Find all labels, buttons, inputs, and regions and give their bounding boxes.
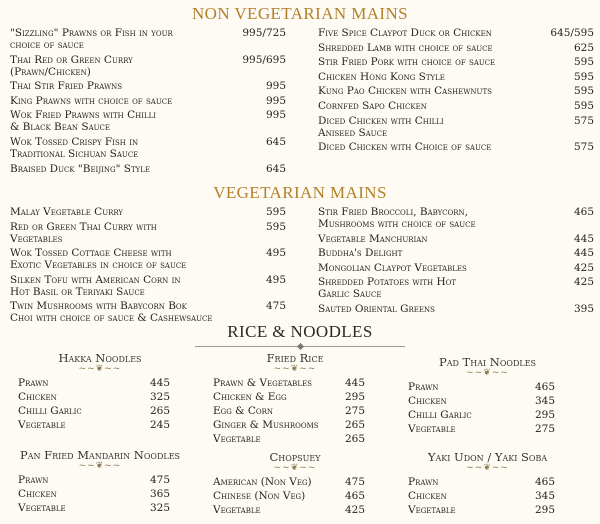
group-title: Hakka Noodles xyxy=(58,351,142,365)
list-item-price: 275 xyxy=(344,404,365,417)
menu-item xyxy=(318,56,594,68)
divider xyxy=(195,346,405,347)
list-item xyxy=(213,419,365,432)
menu-item-price: 475 xyxy=(265,300,286,313)
list-item xyxy=(213,504,365,517)
list-item-name: Prawn & Vegetables xyxy=(213,377,312,389)
list-item-name: Egg & Corn xyxy=(213,404,274,417)
menu-item-name: Twin Mushrooms with Babycorn Bok Choi with choice of sauce & Cashewsauce xyxy=(10,300,213,325)
menu-item-price: 995/725 xyxy=(242,27,286,39)
list-item xyxy=(213,433,365,446)
group-title: Pan Fried Mandarin Noodles xyxy=(19,448,181,462)
menu-item-price: 595 xyxy=(573,99,594,112)
menu-item-price: 575 xyxy=(573,141,594,154)
menu-item-price: 625 xyxy=(573,41,594,54)
list-item-name: Chilli Garlic xyxy=(408,408,472,421)
list-item-price: 365 xyxy=(149,487,170,500)
menu-item xyxy=(10,95,286,107)
menu-item xyxy=(318,303,594,315)
menu-item xyxy=(10,247,286,271)
menu-item-name: Silken Tofu with American Corn in Hot Basil or Teriyaki Sauce xyxy=(10,273,181,298)
menu-item xyxy=(10,163,286,175)
list-item-price: 475 xyxy=(344,476,365,488)
menu-item-price: 645 xyxy=(265,162,286,175)
heading-rice-noodles: RICE & NOODLES xyxy=(227,322,373,341)
menu-item-price: 995 xyxy=(265,94,286,107)
list-item xyxy=(18,391,170,404)
menu-item xyxy=(10,136,286,160)
list-item-price: 265 xyxy=(149,404,170,417)
group-items xyxy=(408,381,555,437)
menu-item-name: Shredded Potatoes with Hot Garlic Sauce xyxy=(318,276,457,301)
menu-item-price: 995/695 xyxy=(242,53,286,66)
list-item xyxy=(408,409,555,422)
ornament-icon: ~~❦~~ xyxy=(78,461,122,471)
menu-item xyxy=(10,109,286,133)
list-item-name: Vegetable xyxy=(213,503,261,516)
list-item-name: Chicken xyxy=(408,394,447,407)
menu-item xyxy=(318,71,594,83)
menu-item xyxy=(318,233,594,245)
group-title: Fried Rice xyxy=(266,351,324,365)
list-item-name: Prawn xyxy=(18,377,49,389)
menu-item xyxy=(318,276,594,300)
list-item xyxy=(213,476,365,489)
group-items xyxy=(18,474,170,516)
menu-item-price: 445 xyxy=(573,247,594,260)
menu-item-name: Diced Chicken with Chilli Aniseed Sauce xyxy=(318,114,444,139)
list-item-name: Chicken & Egg xyxy=(213,390,287,403)
menu-item-price: 495 xyxy=(265,273,286,286)
list-item-name: Vegetable xyxy=(213,432,261,445)
menu-item-name: Mongolian Claypot Vegetables xyxy=(318,261,467,274)
group-items xyxy=(18,377,170,433)
menu-item-name: King Prawns with choice of sauce xyxy=(10,94,173,107)
menu-item xyxy=(10,300,286,324)
menu-item-price: 465 xyxy=(573,206,594,218)
list-item-name: Prawn xyxy=(408,476,439,488)
menu-item-price: 425 xyxy=(573,261,594,274)
list-item-name: Vegetable xyxy=(18,501,66,514)
list-item-name: Chicken xyxy=(18,390,57,403)
group-title: Pad Thai Noodles xyxy=(438,355,537,369)
menu-item xyxy=(318,85,594,97)
menu-item-name: "Sizzling" Prawns or Fish in your choice of sauce xyxy=(10,27,173,51)
ornament-icon: ~~❦~~ xyxy=(273,364,317,374)
menu-item xyxy=(318,27,594,39)
list-item xyxy=(213,391,365,404)
list-item xyxy=(408,490,555,503)
list-item-name: Vegetable xyxy=(408,503,456,516)
list-item-price: 245 xyxy=(149,418,170,431)
group-title: Chopsuey xyxy=(269,450,321,464)
list-item-price: 325 xyxy=(149,501,170,514)
list-item xyxy=(18,377,170,390)
list-item-price: 265 xyxy=(344,418,365,431)
veg-left-column xyxy=(10,206,286,327)
menu-item xyxy=(10,274,286,298)
list-item-price: 295 xyxy=(344,390,365,403)
menu-item xyxy=(10,27,286,51)
menu-item-name: Cornfed Sapo Chicken xyxy=(318,99,427,112)
menu-item-name: Thai Red or Green Curry (Prawn/Chicken) xyxy=(10,53,133,78)
menu-item-price: 595 xyxy=(573,70,594,83)
list-item xyxy=(18,405,170,418)
list-item xyxy=(18,502,170,515)
veg-right-column xyxy=(318,206,594,318)
menu-item-name: Red or Green Thai Curry with Vegetables xyxy=(10,220,157,245)
ornament-icon: ~~❦~~ xyxy=(466,368,509,378)
menu-item xyxy=(318,206,594,230)
menu-item-name: Wok Tossed Crispy Fish in Traditional Sichuan Sauce xyxy=(10,135,139,160)
heading-non-veg: NON VEGETARIAN MAINS xyxy=(192,4,408,23)
group-items xyxy=(213,377,365,446)
list-item xyxy=(408,504,555,517)
list-item-price: 275 xyxy=(534,422,555,435)
ornament-icon: ~~❦~~ xyxy=(273,463,317,473)
menu-item-name: Shredded Lamb with choice of sauce xyxy=(318,41,493,54)
menu-item-price: 445 xyxy=(573,232,594,245)
ornament-icon: ~~❦~~ xyxy=(78,364,122,374)
list-item-price: 445 xyxy=(149,377,170,389)
list-item-name: Chinese (Non Veg) xyxy=(213,489,306,502)
menu-item-price: 425 xyxy=(573,276,594,289)
menu-item xyxy=(318,100,594,112)
menu-item-name: Wok Tossed Cottage Cheese with Exotic Vegetables in choice of sauce xyxy=(10,247,187,272)
menu-item-name: Malay Vegetable Curry xyxy=(10,206,124,218)
menu-item-name: Buddha's Delight xyxy=(318,247,403,260)
list-item-price: 465 xyxy=(534,381,555,393)
list-item-name: Prawn xyxy=(18,474,49,486)
list-item-name: American (Non Veg) xyxy=(213,476,312,488)
list-item xyxy=(18,474,170,487)
list-item xyxy=(408,381,555,394)
menu-item xyxy=(318,262,594,274)
list-item-name: Prawn xyxy=(408,381,439,393)
list-item-price: 445 xyxy=(344,377,365,389)
group-title: Yaki Udon / Yaki Soba xyxy=(427,450,548,464)
menu-item xyxy=(318,247,594,259)
menu-item xyxy=(10,54,286,78)
list-item xyxy=(408,423,555,436)
menu-item xyxy=(10,206,286,218)
menu-item-name: Thai Stir Fried Prawns xyxy=(10,80,123,93)
menu-item-price: 645 xyxy=(265,135,286,148)
menu-item-price: 495 xyxy=(265,247,286,260)
menu-item xyxy=(10,221,286,245)
non-veg-right-column xyxy=(318,27,594,156)
list-item-price: 325 xyxy=(149,390,170,403)
list-item xyxy=(18,488,170,501)
list-item xyxy=(213,405,365,418)
list-item-price: 475 xyxy=(149,474,170,486)
menu-item-name: Kung Pao Chicken with Cashewnuts xyxy=(318,85,492,98)
menu-item xyxy=(318,141,594,153)
group-items xyxy=(213,476,365,518)
menu-item-price: 995 xyxy=(265,109,286,122)
list-item-price: 295 xyxy=(534,408,555,421)
list-item-name: Vegetable xyxy=(408,422,456,435)
menu-item-name: Stir Fried Pork with choice of sauce xyxy=(318,56,496,69)
list-item-name: Vegetable xyxy=(18,418,66,431)
list-item xyxy=(213,377,365,390)
list-item-name: Chilli Garlic xyxy=(18,404,82,417)
menu-item-name: Diced Chicken with Choice of sauce xyxy=(318,141,492,154)
menu-item-price: 395 xyxy=(573,302,594,315)
menu-item-price: 595 xyxy=(573,85,594,98)
non-veg-left-column xyxy=(10,27,286,177)
list-item-price: 465 xyxy=(534,476,555,488)
menu-item-name: Sauted Oriental Greens xyxy=(318,302,435,315)
menu-item-name: Five Spice Claypot Duck or Chicken xyxy=(318,27,492,39)
list-item-price: 265 xyxy=(344,432,365,445)
ornament-icon: ~~❦~~ xyxy=(466,463,509,473)
list-item xyxy=(408,476,555,489)
list-item xyxy=(408,395,555,408)
menu-item-name: Vegetable Manchurian xyxy=(318,232,428,245)
list-item-price: 345 xyxy=(534,489,555,502)
list-item-name: Chicken xyxy=(408,489,447,502)
list-item xyxy=(213,490,365,503)
menu-item-name: Stir Fried Broccoli, Babycorn, Mushrooms with choice of sauce xyxy=(318,206,476,230)
menu-item-price: 575 xyxy=(573,114,594,127)
heading-veg: VEGETARIAN MAINS xyxy=(213,183,387,202)
menu-item xyxy=(10,80,286,92)
list-item-price: 295 xyxy=(534,503,555,516)
list-item-name: Ginger & Mushrooms xyxy=(213,418,319,431)
menu-item-price: 995 xyxy=(265,80,286,93)
menu-item xyxy=(318,42,594,54)
group-items xyxy=(408,476,555,518)
menu-item-name: Wok Fried Prawns with Chilli & Black Bean Sauce xyxy=(10,109,157,134)
menu-item-price: 595 xyxy=(265,206,286,218)
menu-item-price: 595 xyxy=(573,56,594,69)
menu-item xyxy=(318,115,594,139)
menu-item-name: Chicken Hong Kong Style xyxy=(318,70,445,83)
list-item-price: 465 xyxy=(344,489,365,502)
list-item xyxy=(18,419,170,432)
list-item-price: 345 xyxy=(534,394,555,407)
menu-item-price: 645/595 xyxy=(550,27,594,39)
menu-item-name: Braised Duck "Beijing" Style xyxy=(10,162,151,175)
menu-item-price: 595 xyxy=(265,220,286,233)
list-item-name: Chicken xyxy=(18,487,57,500)
list-item-price: 425 xyxy=(344,503,365,516)
